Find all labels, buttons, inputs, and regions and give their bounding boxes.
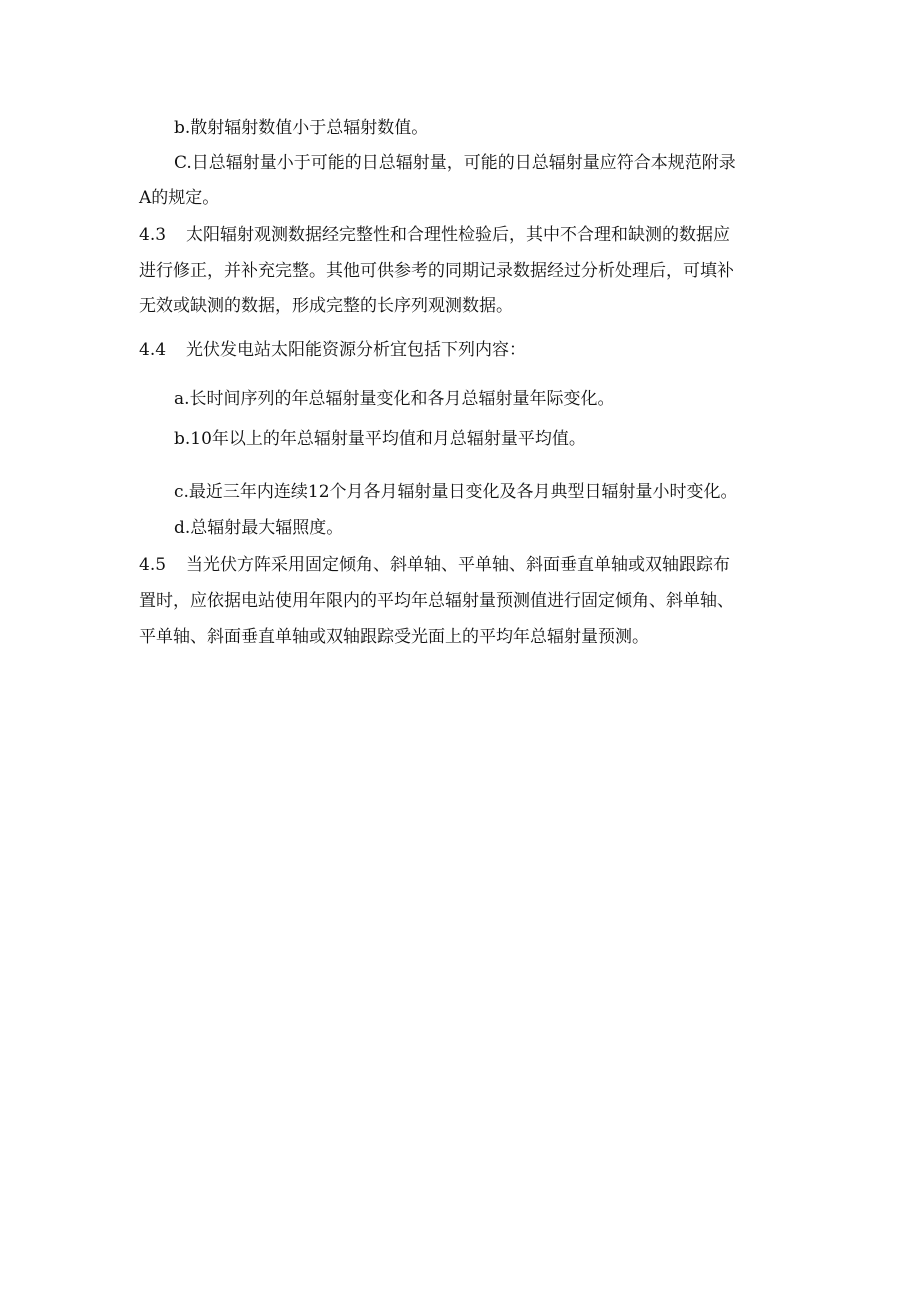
item-b-scattered: b.散射辐射数值小于总辐射数值。: [174, 118, 429, 138]
section-number-4-3: 4.3: [139, 225, 167, 245]
section-4-4-item-c: c.最近三年内连续12个月各月辐射量日变化及各月典型日辐射量小时变化。: [174, 482, 738, 502]
section-number-4-5: 4.5: [139, 555, 167, 575]
item-c-continuation: A的规定。: [139, 188, 220, 208]
section-4-3-line-3: 无效或缺测的数据，形成完整的长序列观测数据。: [139, 296, 513, 316]
section-4-4-item-b: b.10年以上的年总辐射量平均值和月总辐射量平均值。: [174, 429, 586, 449]
item-c-daily-total: C.日总辐射量小于可能的日总辐射量，可能的日总辐射量应符合本规范附录: [174, 153, 736, 173]
section-number-4-4: 4.4: [139, 340, 167, 360]
section-4-4-item-d: d.总辐射最大辐照度。: [174, 518, 344, 538]
section-4-3-line-1: 太阳辐射观测数据经完整性和合理性检验后，其中不合理和缺测的数据应: [186, 225, 730, 245]
section-4-5-line-1: 当光伏方阵采用固定倾角、斜单轴、平单轴、斜面垂直单轴或双轴跟踪布: [186, 555, 730, 575]
section-4-5-line-2: 置时，应依据电站使用年限内的平均年总辐射量预测值进行固定倾角、斜单轴、: [139, 591, 734, 611]
section-4-3-line-2: 进行修正，并补充完整。其他可供参考的同期记录数据经过分析处理后，可填补: [139, 261, 734, 281]
section-4-4-text: 光伏发电站太阳能资源分析宜包括下列内容：: [186, 340, 526, 360]
section-4-5-line-3: 平单轴、斜面垂直单轴或双轴跟踪受光面上的平均年总辐射量预测。: [139, 627, 649, 647]
section-4-4-item-a: a.长时间序列的年总辐射量变化和各月总辐射量年际变化。: [174, 389, 615, 409]
